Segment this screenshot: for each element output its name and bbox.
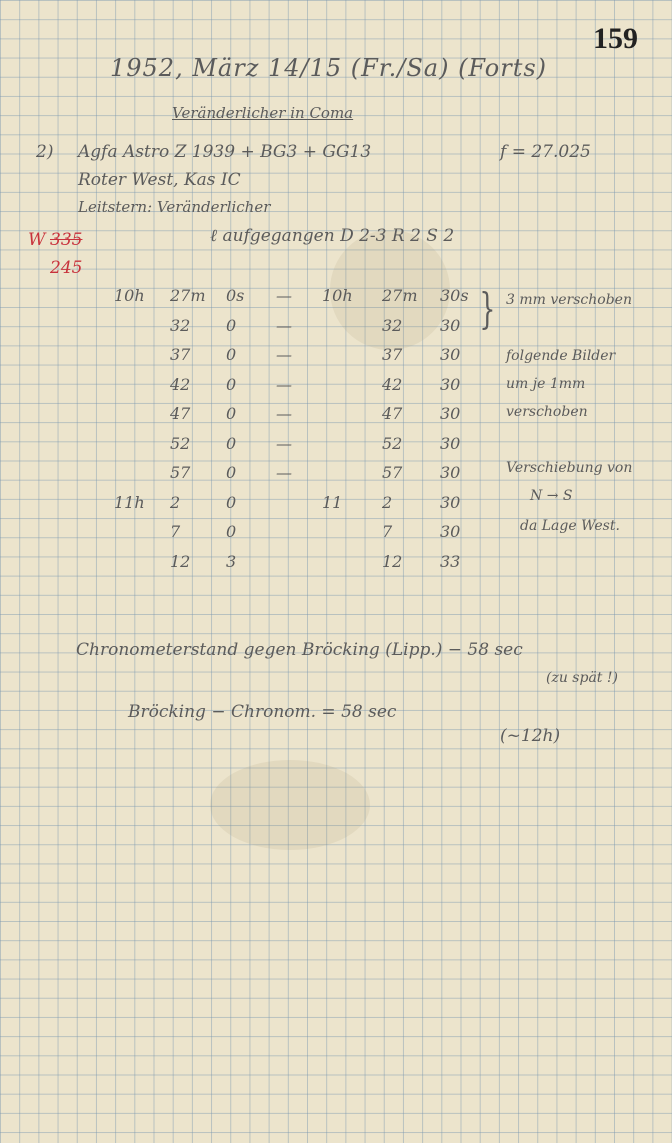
table-note: Verschiebung von (506, 460, 633, 476)
plate-info: Agfa Astro Z 1939 + BG3 + GG13 (78, 142, 372, 162)
table-cell: 30 (440, 345, 461, 364)
chronometer-note: (zu spät !) (546, 670, 618, 686)
table-cell: 10h (114, 286, 145, 305)
filter-line: Roter West, Kas IC (78, 170, 241, 190)
table-cell: — (276, 315, 292, 335)
table-cell: 12 (382, 551, 403, 571)
table-cell: 30s (440, 286, 469, 305)
table-cell: 52 (170, 433, 191, 453)
table-cell: 52 (382, 433, 403, 453)
date-heading: 1952, März 14/15 (Fr./Sa) (Forts) (110, 54, 548, 82)
table-cell: 7 (170, 522, 181, 541)
table-cell: 0 (226, 374, 237, 394)
table-note: da Lage West. (520, 518, 620, 534)
table-cell: — (276, 286, 292, 305)
table-cell: 42 (382, 374, 403, 394)
red-old-value: 335 (50, 230, 83, 250)
table-cell: 0 (226, 315, 237, 335)
table-cell: 0 (226, 404, 237, 423)
table-cell: 27m (382, 286, 418, 305)
table-cell: 7 (382, 522, 393, 541)
table-cell: 30 (440, 433, 461, 453)
table-cell: 0 (226, 433, 237, 453)
approx-time: (~12h) (500, 726, 561, 746)
red-new-value: 245 (50, 258, 83, 278)
table-cell: 30 (440, 492, 461, 512)
table-cell: 32 (170, 315, 191, 335)
section-title: Veränderlicher in Coma (172, 104, 354, 122)
table-cell: — (276, 463, 292, 482)
table-cell: 57 (170, 463, 191, 482)
table-cell: 30 (440, 463, 461, 482)
table-note: um je 1mm (506, 376, 586, 392)
table-cell: — (276, 345, 292, 364)
table-cell: 11h (114, 492, 145, 512)
table-cell: 47 (170, 404, 191, 423)
note-brace: } (479, 284, 496, 333)
difference-line: Bröcking − Chronom. = 58 sec (128, 702, 397, 722)
table-cell: 12 (170, 551, 191, 571)
table-cell: 37 (382, 345, 403, 364)
guide-star-line: Leitstern: Veränderlicher (78, 198, 271, 216)
table-cell: 30 (440, 404, 461, 423)
table-cell: 30 (440, 315, 461, 335)
page-number: 159 (593, 22, 638, 55)
table-cell: 27m (170, 286, 206, 305)
table-cell: 0 (226, 522, 237, 541)
table-note: N → S (530, 488, 573, 504)
table-cell: 32 (382, 315, 403, 335)
table-cell: — (276, 374, 292, 394)
red-w-label: W (28, 230, 46, 250)
table-cell: 57 (382, 463, 403, 482)
table-cell: 37 (170, 345, 191, 364)
table-cell: 10h (322, 286, 353, 305)
table-cell: 47 (382, 404, 403, 423)
item-number: 2) (36, 142, 54, 162)
table-cell: 3 (226, 551, 237, 571)
table-cell: 11 (322, 492, 343, 512)
paper-stain (210, 760, 370, 850)
table-note: 3 mm verschoben (506, 292, 632, 308)
table-cell: 0 (226, 463, 237, 482)
table-note: verschoben (506, 404, 588, 420)
table-cell: 0 (226, 492, 237, 512)
table-cell: 2 (170, 492, 181, 512)
table-cell: 42 (170, 374, 191, 394)
table-cell: — (276, 433, 292, 453)
focal-length: f = 27.025 (500, 142, 591, 162)
chronometer-line: Chronometerstand gegen Bröcking (Lipp.) − 58 sec (76, 640, 523, 660)
table-cell: — (276, 404, 292, 423)
seeing-line: ℓ aufgegangen D 2-3 R 2 S 2 (210, 226, 455, 246)
table-cell: 33 (440, 551, 461, 571)
table-note: folgende Bilder (506, 348, 616, 364)
table-cell: 0s (226, 286, 245, 305)
table-cell: 2 (382, 492, 393, 512)
table-cell: 30 (440, 374, 461, 394)
table-cell: 0 (226, 345, 237, 364)
table-cell: 30 (440, 522, 461, 541)
